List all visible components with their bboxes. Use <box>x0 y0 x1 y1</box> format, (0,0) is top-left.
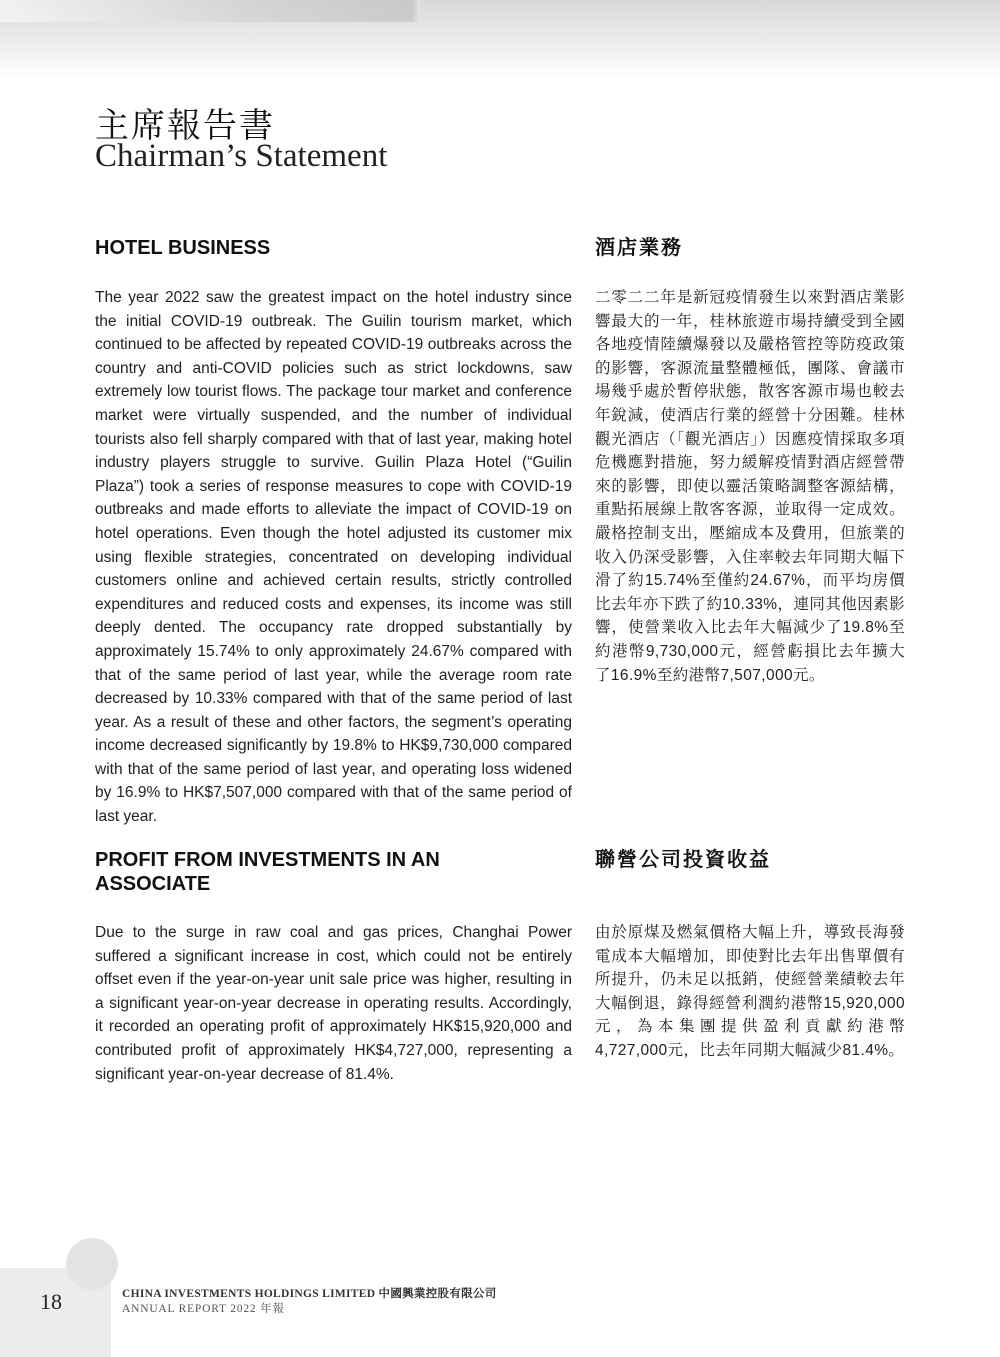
associate-section-en <box>95 848 495 896</box>
associate-section-zh <box>595 848 905 872</box>
hotel-business-paragraph-zh: 二零二二年是新冠疫情發生以來對酒店業影響最大的一年，桂林旅遊市場持續受到全國各地疫情陸續爆發以及嚴格管控等防疫政策的影響，客源流量整體極低，團隊、會議市場幾乎處於暫停狀態，散客客源市場也較去年銳減，使酒店行業的經營十分困難。桂林觀光酒店（「觀光酒店」）因應疫情採取多項危機應對措施，努力緩解疫情對酒店經營帶來的影響，即使以靈活策略調整客源結構，重點拓展線上散客客源，並取得一定成效。嚴格控制支出，壓縮成本及費用，但旅業的收入仍深受影響，入住率較去年同期大幅下滑了約15.74%至僅約24.67%，而平均房價比去年亦下跌了約10.33%，連同其他因素影響，使營業收入比去年大幅減少了19.8%至約港幣9,730,000元，經營虧損比去年擴大了16.9%至約港幣7,507,000元。 <box>595 289 905 684</box>
page-title-english: Chairman’s Statement <box>95 138 388 174</box>
footer-report-label: ANNUAL REPORT 2022 年報 <box>122 1303 285 1315</box>
hotel-business-body-zh-wrap <box>595 286 905 687</box>
hotel-business-heading-zh: 酒店業務 <box>595 237 683 259</box>
page-number: 18 <box>40 1289 62 1314</box>
associate-paragraph: Due to the surge in raw coal and gas prices, Changhai Power suffered a significant increase in cost, which could not be entirely offset even if the year-on-year unit sale price was higher, resulting in a significant year-on-year decrease in operating results. Accordingly, it recorded an operating profit of approximately HK$15,920,000 and contributed profit of approximately HK$4,727,000, representing a significant year-on-year decrease of 81.4%. <box>95 924 572 1083</box>
associate-heading-zh: 聯營公司投資收益 <box>595 849 771 871</box>
associate-body-en-wrap <box>95 921 572 1086</box>
hotel-business-body-en-wrap <box>95 286 572 829</box>
associate-paragraph-zh: 由於原煤及燃氣價格大幅上升，導致長海發電成本大幅增加，即使對比去年出售單價有所提升，仍未足以抵銷，使經營業績較去年大幅倒退，錄得經營利潤約港幣15,920,000元，為本集團提供盈利貢獻約港幣4,727,000元，比去年同期大幅減少81.4%。 <box>595 924 905 1059</box>
associate-body-zh-wrap <box>595 921 905 1063</box>
hotel-business-paragraph: The year 2022 saw the greatest impact on the hotel industry since the initial COVID-19 outbreak. The Guilin tourism market, which continued to be affected by repeated COVID-19 outbreaks across the country and anti-COVID policies such as strict lockdowns, saw extremely low tourist flows. The package tour market and conference market were virtually suspended, and the number of individual tourists also fell sharply compared with that of last year, making hotel industry players struggle to survive. Guilin Plaza Hotel (“Guilin Plaza”) took a series of response measures to cope with COVID-19 outbreaks and made efforts to alleviate the impact of COVID-19 on hotel operations. Even though the hotel adjusted its customer mix using flexible strategies, concentrated on developing individual customers online and achieved certain results, strictly controlled expenditures and reduced costs and expenses, its income was still deeply dented. The occupancy rate dropped substantially by approximately 15.74% to only approximately 24.67% compared with that of the same period of last year, while the average room rate decreased by 10.33% compared with that of the same period of last year. As a result of these and other factors, the segment’s operating income decreased significantly by 19.8% to HK$9,730,000 compared with that of the same period of last year, and operating loss widened by 16.9% to HK$7,507,000 compared with that of the same period of last year. <box>95 289 572 826</box>
hotel-business-heading: HOTEL BUSINESS <box>95 237 271 259</box>
footer-decorative-circle <box>66 1238 118 1290</box>
associate-heading: PROFIT FROM INVESTMENTS IN AN ASSOCIATE <box>95 849 440 895</box>
hotel-business-section-zh <box>595 236 905 260</box>
top-shadow-strip <box>0 0 420 22</box>
page-title-chinese: 主席報告書 <box>95 106 275 146</box>
hotel-business-section-en <box>95 236 572 260</box>
footer-company-name: CHINA INVESTMENTS HOLDINGS LIMITED 中國興業控股有限公司 <box>122 1288 497 1300</box>
